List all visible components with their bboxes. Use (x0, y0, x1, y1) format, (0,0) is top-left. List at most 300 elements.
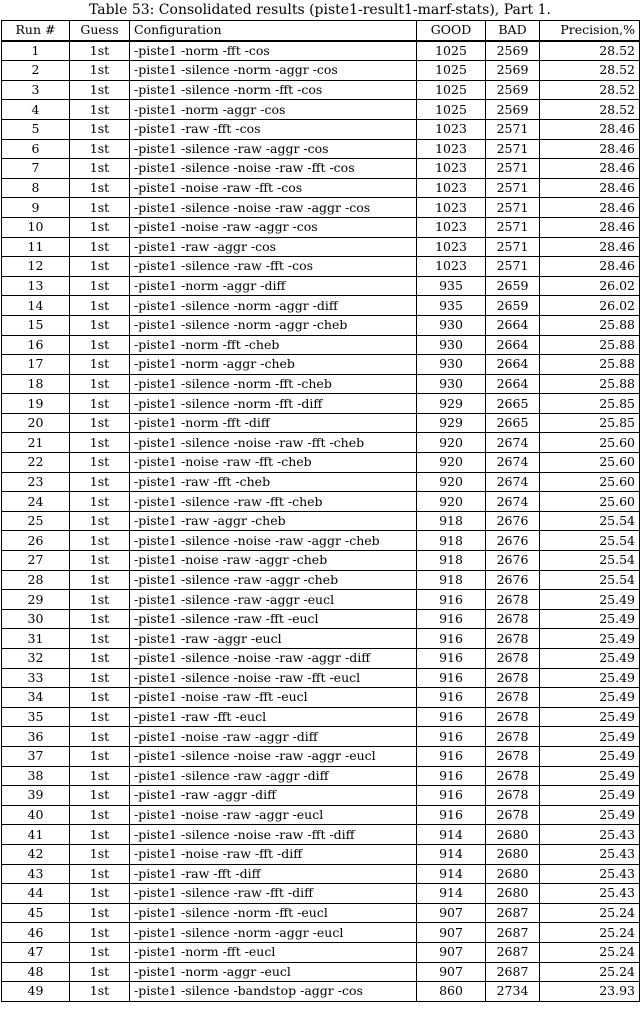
good-cell: 916 (417, 707, 486, 727)
guess-cell: 1st (70, 394, 130, 414)
precision-cell: 28.52 (540, 100, 640, 120)
run-number-cell: 35 (2, 707, 70, 727)
guess-cell: 1st (70, 707, 130, 727)
table-row (2, 296, 640, 316)
guess-cell: 1st (70, 296, 130, 316)
precision-cell: 25.54 (540, 570, 640, 590)
configuration-cell: -piste1 -raw -aggr -eucl (130, 629, 417, 649)
precision-cell: 25.60 (540, 453, 640, 473)
configuration-cell: -piste1 -raw -aggr -cheb (130, 511, 417, 531)
precision-cell: 25.43 (540, 844, 640, 864)
run-number-cell: 18 (2, 374, 70, 394)
good-cell: 1023 (417, 119, 486, 139)
precision-cell: 26.02 (540, 276, 640, 296)
precision-cell: 28.46 (540, 237, 640, 257)
bad-cell: 2678 (486, 786, 540, 806)
bad-cell: 2680 (486, 864, 540, 884)
guess-cell: 1st (70, 570, 130, 590)
table-row (2, 688, 640, 708)
guess-cell: 1st (70, 727, 130, 747)
precision-cell: 25.49 (540, 766, 640, 786)
good-cell: 916 (417, 805, 486, 825)
precision-cell: 25.54 (540, 511, 640, 531)
table-body (2, 41, 640, 1002)
good-cell: 916 (417, 609, 486, 629)
run-number-cell: 8 (2, 178, 70, 198)
guess-cell: 1st (70, 237, 130, 257)
guess-cell: 1st (70, 119, 130, 139)
configuration-cell: -piste1 -noise -raw -aggr -cos (130, 217, 417, 237)
bad-cell: 2571 (486, 159, 540, 179)
good-cell: 918 (417, 551, 486, 571)
table-row (2, 707, 640, 727)
bad-cell: 2674 (486, 472, 540, 492)
run-number-cell: 29 (2, 590, 70, 610)
bad-cell: 2659 (486, 276, 540, 296)
configuration-cell: -piste1 -raw -fft -cos (130, 119, 417, 139)
precision-cell: 25.49 (540, 590, 640, 610)
good-cell: 918 (417, 511, 486, 531)
bad-cell: 2569 (486, 80, 540, 100)
table-row (2, 374, 640, 394)
table-row (2, 100, 640, 120)
guess-cell: 1st (70, 276, 130, 296)
precision-cell: 25.60 (540, 472, 640, 492)
table-row (2, 139, 640, 159)
run-number-cell: 38 (2, 766, 70, 786)
run-number-cell: 4 (2, 100, 70, 120)
run-number-cell: 17 (2, 355, 70, 375)
good-cell: 914 (417, 825, 486, 845)
run-number-cell: 46 (2, 923, 70, 943)
run-number-cell: 43 (2, 864, 70, 884)
good-cell: 1023 (417, 217, 486, 237)
good-cell: 930 (417, 374, 486, 394)
configuration-cell: -piste1 -silence -noise -raw -aggr -cheb (130, 531, 417, 551)
run-number-cell: 45 (2, 903, 70, 923)
good-cell: 916 (417, 649, 486, 669)
precision-cell: 28.46 (540, 217, 640, 237)
guess-cell: 1st (70, 746, 130, 766)
table-row (2, 825, 640, 845)
run-number-cell: 5 (2, 119, 70, 139)
run-number-cell: 37 (2, 746, 70, 766)
run-number-cell: 1 (2, 41, 70, 61)
precision-cell: 28.46 (540, 159, 640, 179)
guess-cell: 1st (70, 649, 130, 669)
bad-cell: 2678 (486, 629, 540, 649)
precision-cell: 28.46 (540, 198, 640, 218)
table-row (2, 511, 640, 531)
configuration-cell: -piste1 -silence -raw -aggr -eucl (130, 590, 417, 610)
guess-cell: 1st (70, 511, 130, 531)
guess-cell: 1st (70, 766, 130, 786)
bad-cell: 2664 (486, 315, 540, 335)
configuration-cell: -piste1 -noise -raw -fft -eucl (130, 688, 417, 708)
run-number-cell: 24 (2, 492, 70, 512)
table-row (2, 237, 640, 257)
precision-cell: 25.85 (540, 394, 640, 414)
table-row (2, 570, 640, 590)
guess-cell: 1st (70, 609, 130, 629)
precision-cell: 25.49 (540, 805, 640, 825)
bad-cell: 2678 (486, 805, 540, 825)
bad-cell: 2664 (486, 374, 540, 394)
column-header-configuration: Configuration (130, 21, 417, 41)
configuration-cell: -piste1 -raw -aggr -cos (130, 237, 417, 257)
configuration-cell: -piste1 -silence -bandstop -aggr -cos (130, 982, 417, 1002)
configuration-cell: -piste1 -norm -fft -eucl (130, 942, 417, 962)
good-cell: 1025 (417, 80, 486, 100)
table-row (2, 335, 640, 355)
good-cell: 920 (417, 492, 486, 512)
run-number-cell: 36 (2, 727, 70, 747)
table-row (2, 982, 640, 1002)
run-number-cell: 20 (2, 413, 70, 433)
configuration-cell: -piste1 -raw -aggr -diff (130, 786, 417, 806)
bad-cell: 2680 (486, 884, 540, 904)
table-row (2, 903, 640, 923)
bad-cell: 2678 (486, 649, 540, 669)
guess-cell: 1st (70, 825, 130, 845)
good-cell: 1023 (417, 237, 486, 257)
run-number-cell: 12 (2, 257, 70, 277)
table-row (2, 217, 640, 237)
configuration-cell: -piste1 -silence -norm -aggr -cos (130, 61, 417, 81)
configuration-cell: -piste1 -silence -norm -aggr -diff (130, 296, 417, 316)
good-cell: 935 (417, 296, 486, 316)
bad-cell: 2676 (486, 511, 540, 531)
precision-cell: 25.24 (540, 942, 640, 962)
precision-cell: 25.49 (540, 668, 640, 688)
configuration-cell: -piste1 -silence -raw -aggr -cos (130, 139, 417, 159)
guess-cell: 1st (70, 531, 130, 551)
good-cell: 916 (417, 629, 486, 649)
configuration-cell: -piste1 -raw -fft -eucl (130, 707, 417, 727)
configuration-cell: -piste1 -silence -norm -aggr -eucl (130, 923, 417, 943)
table-row (2, 80, 640, 100)
run-number-cell: 31 (2, 629, 70, 649)
table-row (2, 178, 640, 198)
table-row (2, 119, 640, 139)
guess-cell: 1st (70, 942, 130, 962)
good-cell: 916 (417, 590, 486, 610)
guess-cell: 1st (70, 786, 130, 806)
configuration-cell: -piste1 -norm -aggr -diff (130, 276, 417, 296)
configuration-cell: -piste1 -noise -raw -fft -cos (130, 178, 417, 198)
column-header-good: GOOD (417, 21, 486, 41)
run-number-cell: 19 (2, 394, 70, 414)
table-row (2, 551, 640, 571)
table-row (2, 786, 640, 806)
table-row (2, 315, 640, 335)
guess-cell: 1st (70, 139, 130, 159)
guess-cell: 1st (70, 982, 130, 1002)
bad-cell: 2687 (486, 903, 540, 923)
bad-cell: 2665 (486, 394, 540, 414)
run-number-cell: 13 (2, 276, 70, 296)
column-header-precision: Precision,% (540, 21, 640, 41)
run-number-cell: 49 (2, 982, 70, 1002)
table-row (2, 41, 640, 61)
good-cell: 907 (417, 962, 486, 982)
precision-cell: 25.24 (540, 923, 640, 943)
configuration-cell: -piste1 -norm -aggr -eucl (130, 962, 417, 982)
table-row (2, 433, 640, 453)
good-cell: 1025 (417, 100, 486, 120)
configuration-cell: -piste1 -silence -noise -raw -fft -diff (130, 825, 417, 845)
precision-cell: 28.46 (540, 257, 640, 277)
run-number-cell: 27 (2, 551, 70, 571)
run-number-cell: 42 (2, 844, 70, 864)
run-number-cell: 41 (2, 825, 70, 845)
table-row (2, 276, 640, 296)
guess-cell: 1st (70, 453, 130, 473)
precision-cell: 28.46 (540, 119, 640, 139)
guess-cell: 1st (70, 61, 130, 81)
guess-cell: 1st (70, 668, 130, 688)
configuration-cell: -piste1 -silence -raw -fft -cos (130, 257, 417, 277)
good-cell: 920 (417, 433, 486, 453)
run-number-cell: 48 (2, 962, 70, 982)
bad-cell: 2571 (486, 198, 540, 218)
table-row (2, 727, 640, 747)
precision-cell: 25.49 (540, 746, 640, 766)
run-number-cell: 40 (2, 805, 70, 825)
good-cell: 935 (417, 276, 486, 296)
run-number-cell: 2 (2, 61, 70, 81)
run-number-cell: 16 (2, 335, 70, 355)
good-cell: 1023 (417, 257, 486, 277)
precision-cell: 26.02 (540, 296, 640, 316)
good-cell: 1023 (417, 198, 486, 218)
good-cell: 1025 (417, 61, 486, 81)
table-row (2, 962, 640, 982)
precision-cell: 28.46 (540, 178, 640, 198)
configuration-cell: -piste1 -raw -fft -diff (130, 864, 417, 884)
header-row (2, 21, 640, 41)
run-number-cell: 6 (2, 139, 70, 159)
guess-cell: 1st (70, 41, 130, 61)
precision-cell: 28.52 (540, 80, 640, 100)
table-row (2, 159, 640, 179)
configuration-cell: -piste1 -silence -noise -raw -aggr -diff (130, 649, 417, 669)
run-number-cell: 22 (2, 453, 70, 473)
guess-cell: 1st (70, 923, 130, 943)
bad-cell: 2569 (486, 61, 540, 81)
guess-cell: 1st (70, 315, 130, 335)
table-row (2, 61, 640, 81)
guess-cell: 1st (70, 335, 130, 355)
bad-cell: 2674 (486, 492, 540, 512)
run-number-cell: 9 (2, 198, 70, 218)
good-cell: 907 (417, 923, 486, 943)
run-number-cell: 33 (2, 668, 70, 688)
table-row (2, 531, 640, 551)
configuration-cell: -piste1 -norm -fft -cos (130, 41, 417, 61)
bad-cell: 2678 (486, 590, 540, 610)
bad-cell: 2678 (486, 668, 540, 688)
bad-cell: 2678 (486, 609, 540, 629)
column-header-guess: Guess (70, 21, 130, 41)
bad-cell: 2680 (486, 825, 540, 845)
configuration-cell: -piste1 -silence -noise -raw -fft -cheb (130, 433, 417, 453)
bad-cell: 2678 (486, 727, 540, 747)
column-header-bad: BAD (486, 21, 540, 41)
good-cell: 914 (417, 864, 486, 884)
precision-cell: 25.49 (540, 786, 640, 806)
table-row (2, 257, 640, 277)
good-cell: 916 (417, 688, 486, 708)
configuration-cell: -piste1 -silence -noise -raw -fft -cos (130, 159, 417, 179)
run-number-cell: 47 (2, 942, 70, 962)
table-row (2, 766, 640, 786)
results-table (1, 20, 640, 1002)
good-cell: 918 (417, 570, 486, 590)
guess-cell: 1st (70, 590, 130, 610)
guess-cell: 1st (70, 688, 130, 708)
precision-cell: 25.88 (540, 374, 640, 394)
bad-cell: 2674 (486, 453, 540, 473)
precision-cell: 25.43 (540, 864, 640, 884)
guess-cell: 1st (70, 472, 130, 492)
table-row (2, 668, 640, 688)
guess-cell: 1st (70, 962, 130, 982)
bad-cell: 2687 (486, 942, 540, 962)
guess-cell: 1st (70, 629, 130, 649)
configuration-cell: -piste1 -norm -aggr -cos (130, 100, 417, 120)
configuration-cell: -piste1 -silence -raw -aggr -cheb (130, 570, 417, 590)
bad-cell: 2676 (486, 531, 540, 551)
precision-cell: 25.85 (540, 413, 640, 433)
bad-cell: 2678 (486, 766, 540, 786)
guess-cell: 1st (70, 178, 130, 198)
bad-cell: 2571 (486, 119, 540, 139)
precision-cell: 25.24 (540, 903, 640, 923)
precision-cell: 25.54 (540, 531, 640, 551)
table-row (2, 609, 640, 629)
precision-cell: 28.46 (540, 139, 640, 159)
guess-cell: 1st (70, 551, 130, 571)
table-row (2, 844, 640, 864)
good-cell: 930 (417, 315, 486, 335)
run-number-cell: 39 (2, 786, 70, 806)
table-row (2, 492, 640, 512)
guess-cell: 1st (70, 433, 130, 453)
bad-cell: 2678 (486, 688, 540, 708)
guess-cell: 1st (70, 844, 130, 864)
table-row (2, 413, 640, 433)
precision-cell: 25.88 (540, 315, 640, 335)
bad-cell: 2569 (486, 41, 540, 61)
table-row (2, 394, 640, 414)
run-number-cell: 26 (2, 531, 70, 551)
precision-cell: 25.49 (540, 649, 640, 669)
run-number-cell: 14 (2, 296, 70, 316)
good-cell: 920 (417, 453, 486, 473)
configuration-cell: -piste1 -raw -fft -cheb (130, 472, 417, 492)
precision-cell: 25.24 (540, 962, 640, 982)
good-cell: 860 (417, 982, 486, 1002)
precision-cell: 25.60 (540, 433, 640, 453)
bad-cell: 2571 (486, 178, 540, 198)
table-row (2, 453, 640, 473)
table-row (2, 805, 640, 825)
good-cell: 1023 (417, 178, 486, 198)
configuration-cell: -piste1 -noise -raw -aggr -eucl (130, 805, 417, 825)
configuration-cell: -piste1 -noise -raw -aggr -diff (130, 727, 417, 747)
table-row (2, 923, 640, 943)
configuration-cell: -piste1 -silence -raw -fft -eucl (130, 609, 417, 629)
guess-cell: 1st (70, 100, 130, 120)
table-row (2, 864, 640, 884)
guess-cell: 1st (70, 884, 130, 904)
good-cell: 1023 (417, 139, 486, 159)
bad-cell: 2678 (486, 746, 540, 766)
precision-cell: 25.88 (540, 355, 640, 375)
bad-cell: 2571 (486, 257, 540, 277)
configuration-cell: -piste1 -silence -norm -fft -cheb (130, 374, 417, 394)
configuration-cell: -piste1 -noise -raw -fft -cheb (130, 453, 417, 473)
good-cell: 1023 (417, 159, 486, 179)
bad-cell: 2734 (486, 982, 540, 1002)
guess-cell: 1st (70, 257, 130, 277)
guess-cell: 1st (70, 413, 130, 433)
bad-cell: 2676 (486, 570, 540, 590)
guess-cell: 1st (70, 374, 130, 394)
good-cell: 929 (417, 413, 486, 433)
configuration-cell: -piste1 -silence -noise -raw -fft -eucl (130, 668, 417, 688)
run-number-cell: 25 (2, 511, 70, 531)
precision-cell: 28.52 (540, 41, 640, 61)
configuration-cell: -piste1 -silence -norm -fft -diff (130, 394, 417, 414)
run-number-cell: 32 (2, 649, 70, 669)
guess-cell: 1st (70, 805, 130, 825)
run-number-cell: 15 (2, 315, 70, 335)
precision-cell: 25.49 (540, 609, 640, 629)
precision-cell: 25.60 (540, 492, 640, 512)
bad-cell: 2664 (486, 335, 540, 355)
good-cell: 916 (417, 766, 486, 786)
configuration-cell: -piste1 -silence -raw -aggr -diff (130, 766, 417, 786)
table-row (2, 649, 640, 669)
guess-cell: 1st (70, 903, 130, 923)
run-number-cell: 23 (2, 472, 70, 492)
guess-cell: 1st (70, 198, 130, 218)
precision-cell: 25.49 (540, 688, 640, 708)
configuration-cell: -piste1 -silence -noise -raw -aggr -cos (130, 198, 417, 218)
table-caption: Table 53: Consolidated results (piste1-result1-marf-stats), Part 1. (89, 2, 551, 18)
configuration-cell: -piste1 -norm -fft -diff (130, 413, 417, 433)
run-number-cell: 3 (2, 80, 70, 100)
run-number-cell: 11 (2, 237, 70, 257)
configuration-cell: -piste1 -silence -noise -raw -aggr -eucl (130, 746, 417, 766)
guess-cell: 1st (70, 159, 130, 179)
configuration-cell: -piste1 -norm -aggr -cheb (130, 355, 417, 375)
bad-cell: 2680 (486, 844, 540, 864)
column-header-run: Run # (2, 21, 70, 41)
bad-cell: 2676 (486, 551, 540, 571)
guess-cell: 1st (70, 492, 130, 512)
table-row (2, 355, 640, 375)
good-cell: 920 (417, 472, 486, 492)
table-row (2, 629, 640, 649)
good-cell: 914 (417, 844, 486, 864)
bad-cell: 2571 (486, 217, 540, 237)
good-cell: 916 (417, 668, 486, 688)
guess-cell: 1st (70, 217, 130, 237)
good-cell: 1025 (417, 41, 486, 61)
